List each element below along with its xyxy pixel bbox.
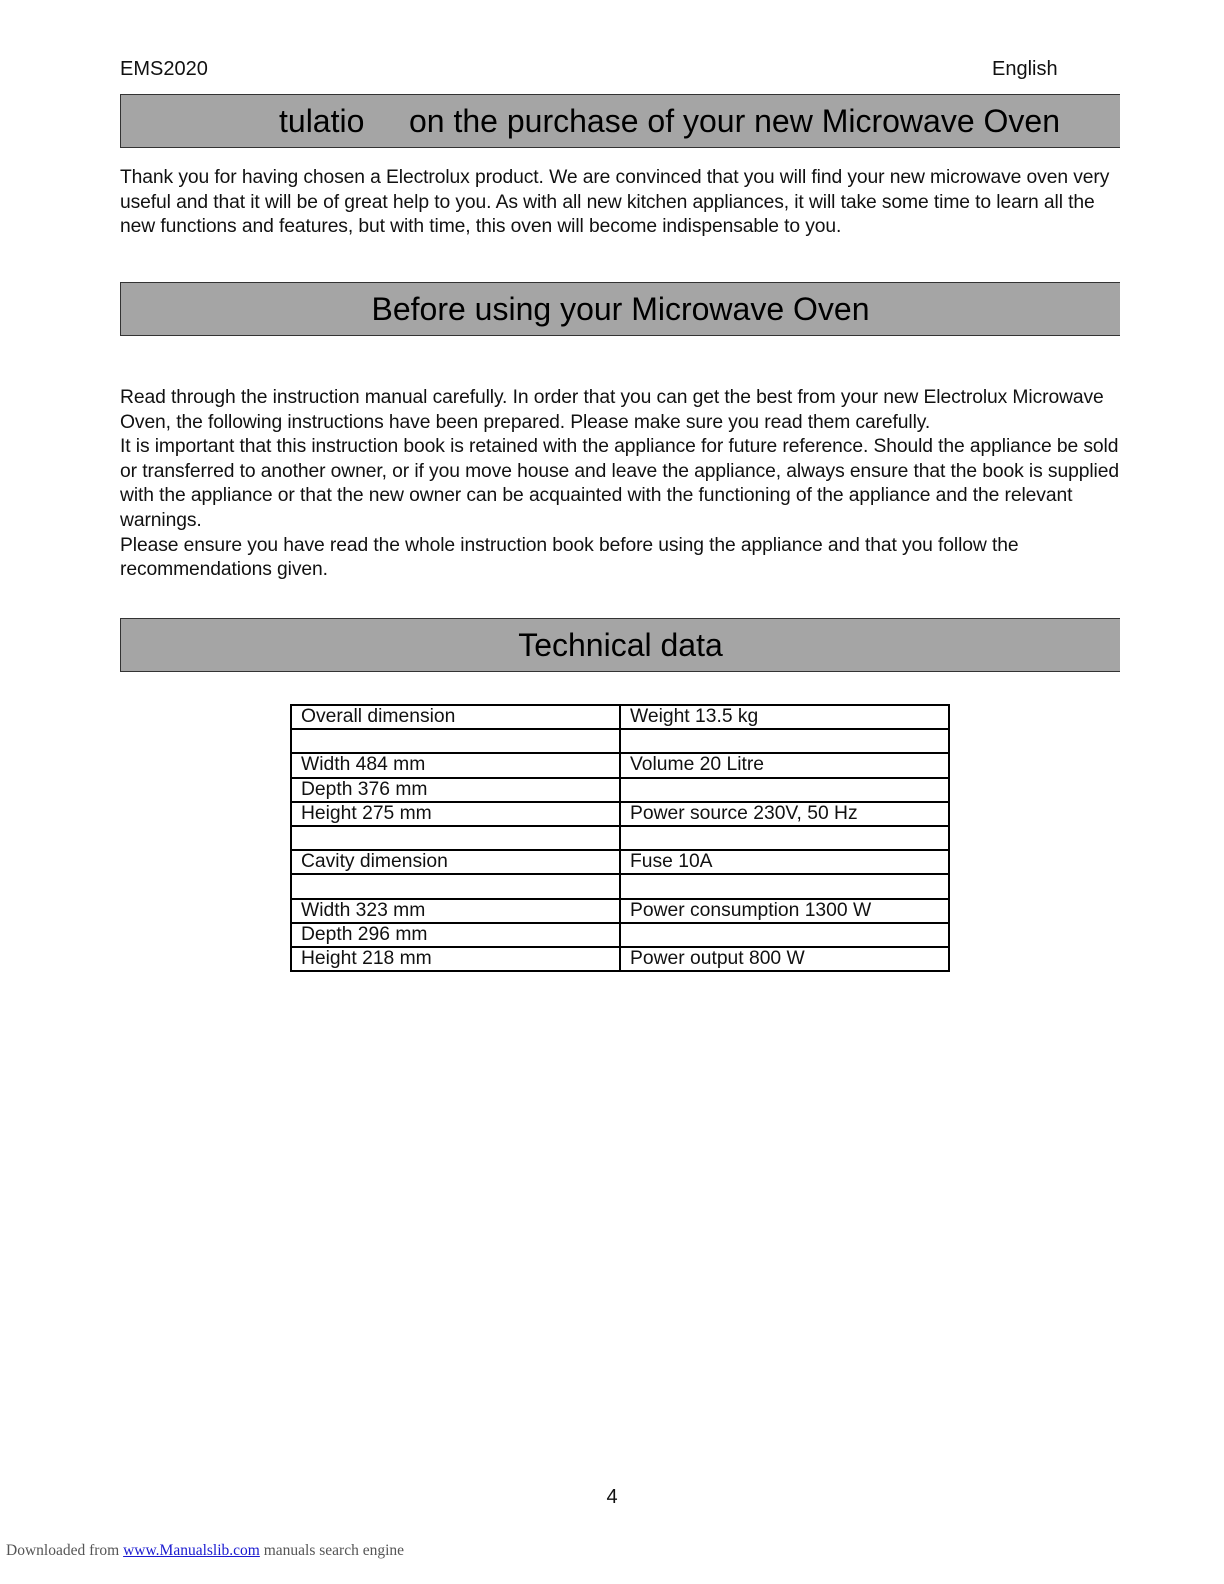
- spec-label: Fuse: [630, 851, 673, 873]
- heading-text: on the purchase of your new Microwave Oven: [409, 103, 1060, 139]
- table-row: [291, 874, 949, 898]
- table-cell-dimension: [291, 826, 620, 850]
- table-cell-spec: [620, 850, 949, 874]
- table-row: [291, 923, 949, 947]
- download-footer: [6, 1542, 404, 1560]
- table-cell-dimension: Cavity dimension: [291, 850, 620, 874]
- manualslib-link[interactable]: www.Manualslib.com: [123, 1542, 260, 1559]
- table-cell-spec: [620, 778, 949, 802]
- table-row: [291, 802, 949, 826]
- table-cell-dimension: Width 323 mm: [291, 899, 620, 923]
- spec-value: 230V, 50 Hz: [747, 802, 858, 824]
- table-row: [291, 899, 949, 923]
- spec-label: Power consumption: [630, 899, 800, 921]
- section-heading-before-using: Before using your Microwave Oven: [120, 282, 1120, 336]
- table-cell-spec: [620, 874, 949, 898]
- spec-label: Power output: [630, 947, 744, 969]
- instructions-line: It is important that this instruction book is retained with the appliance for future reference. Should the appliance be sold or transferred to another owner, or if you move house and leave the appliance, always ensure that the book is supplied with the appliance or that the new owner can be acquainted with the functioning of the appliance and the relevant warnings.: [120, 436, 1119, 531]
- table-row: [291, 705, 949, 729]
- table-cell-spec: [620, 802, 949, 826]
- spec-label: Volume 20: [630, 754, 722, 776]
- table-cell-spec: [620, 947, 949, 971]
- spec-label: Power source: [630, 802, 748, 824]
- heading-fragment: tulatio: [279, 103, 365, 139]
- table-cell-spec: [620, 923, 949, 947]
- spec-value: 800 W: [743, 947, 805, 969]
- intro-paragraph: Thank you for having chosen a Electrolux product. We are convinced that you will find your new microwave oven very useful and that it will be of great help to you. As with all new kitchen appliances, it will take some time to learn all the new functions and features, but with time, this oven will become indispensable to you.: [120, 167, 1110, 238]
- table-row: [291, 729, 949, 753]
- section-heading-congratulations: [120, 94, 1120, 148]
- table-cell-dimension: [291, 874, 620, 898]
- section-heading-technical-data: Technical data: [120, 618, 1120, 672]
- spec-value: 10A: [672, 851, 713, 873]
- instructions-line: Read through the instruction manual carefully. In order that you can get the best from your new Electrolux Microwave Oven, the following instructions have been prepared. Please make sure you read them carefully.: [120, 387, 1104, 433]
- table-cell-spec: [620, 899, 949, 923]
- table-cell-dimension: Height 275 mm: [291, 802, 620, 826]
- instructions-paragraph: [120, 386, 1120, 583]
- model-number: EMS2020: [120, 58, 208, 80]
- table-row: [291, 753, 949, 777]
- table-row: [291, 826, 949, 850]
- table-cell-dimension: Width 484 mm: [291, 753, 620, 777]
- table-row: [291, 850, 949, 874]
- table-cell-dimension: Depth 376 mm: [291, 778, 620, 802]
- table-cell-spec: [620, 705, 949, 729]
- page-number: 4: [606, 1486, 618, 1508]
- footer-suffix: manuals search engine: [259, 1542, 405, 1559]
- spec-value: 1300 W: [799, 899, 872, 921]
- spec-value: Litre: [721, 754, 764, 776]
- table-cell-dimension: [291, 729, 620, 753]
- instructions-line: Please ensure you have read the whole instruction book before using the appliance and that you follow the recommendations given.: [120, 534, 1019, 581]
- table-cell-dimension: Overall dimension: [291, 705, 620, 729]
- footer-prefix: Downloaded from: [6, 1542, 124, 1559]
- language-label: English: [992, 58, 1058, 80]
- table-cell-spec: [620, 826, 949, 850]
- spec-label: Weight: [630, 706, 690, 728]
- spec-value: 13.5 kg: [689, 706, 759, 728]
- technical-data-table: [290, 704, 950, 972]
- table-row: [291, 778, 949, 802]
- table-row: [291, 947, 949, 971]
- table-cell-dimension: Height 218 mm: [291, 947, 620, 971]
- table-cell-spec: [620, 753, 949, 777]
- table-cell-dimension: Depth 296 mm: [291, 923, 620, 947]
- table-cell-spec: [620, 729, 949, 753]
